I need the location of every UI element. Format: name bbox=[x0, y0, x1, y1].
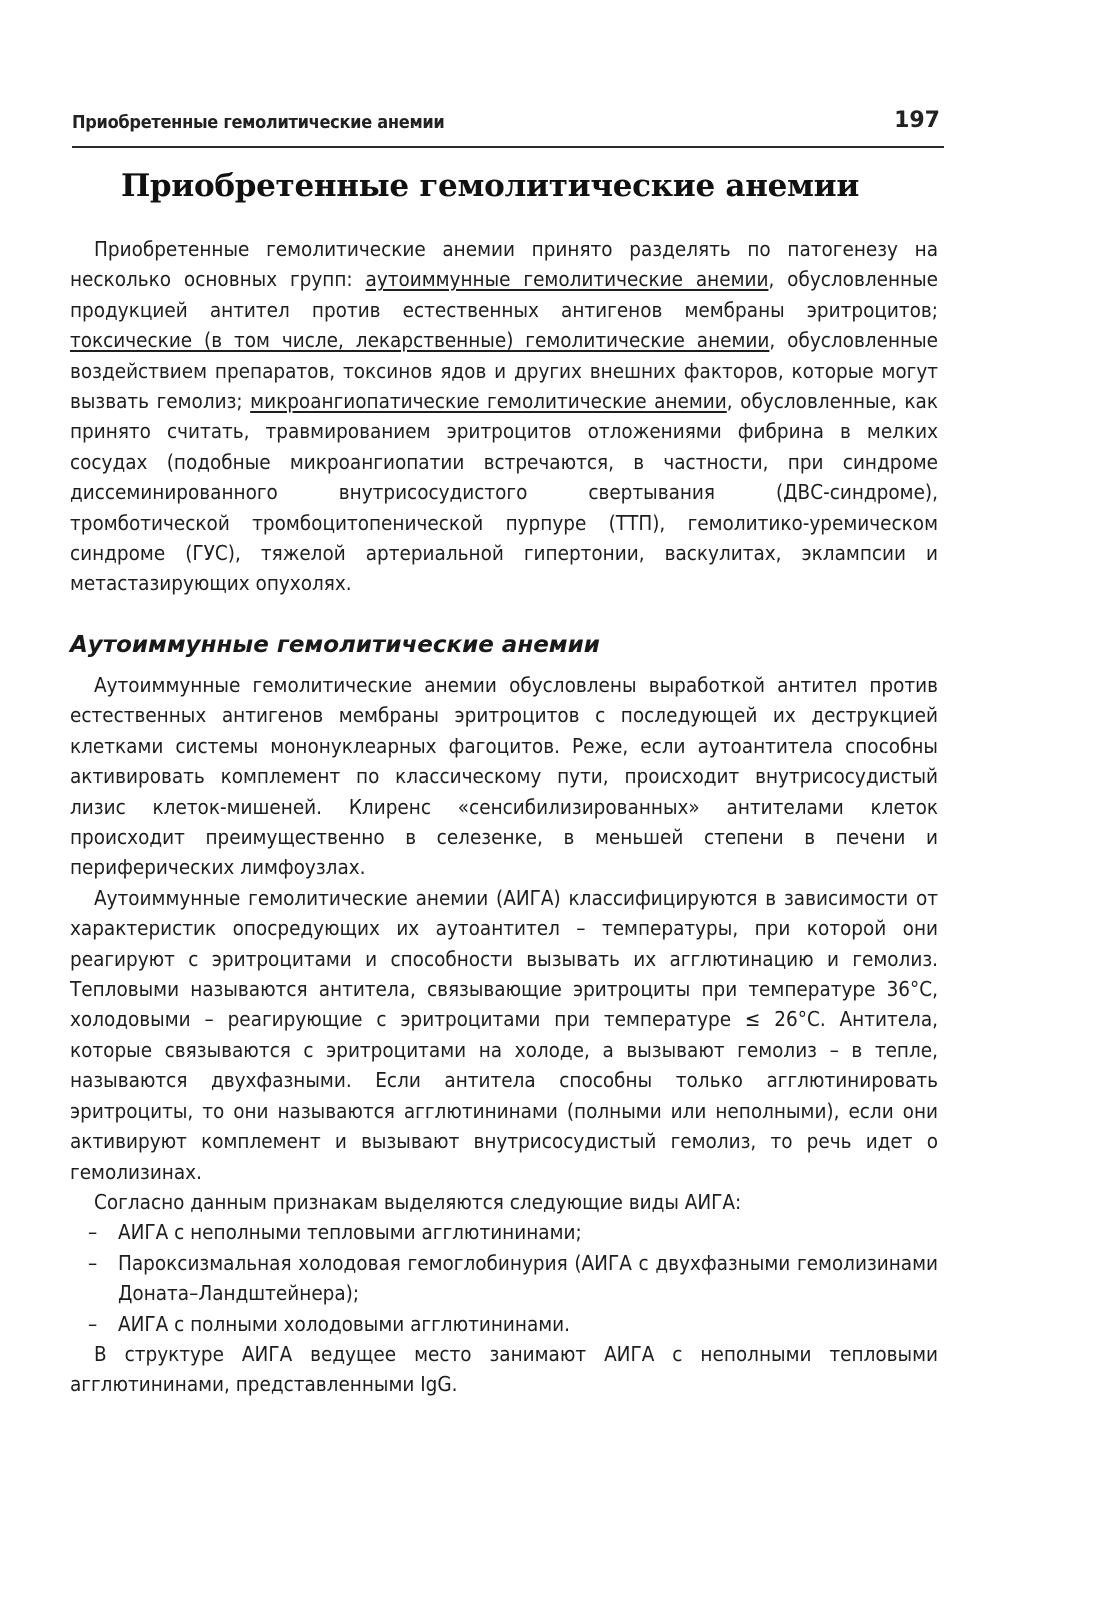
list-dash: – bbox=[88, 1250, 98, 1275]
section-heading: Аутоиммунные гемолитические анемии bbox=[70, 632, 600, 658]
intro-text-2: , обусловленные продукцией антител против естественных антигенов мембраны эритроцитов; bbox=[70, 267, 939, 322]
list-item-text: АИГА с полными холодовыми агглютининами. bbox=[118, 1311, 570, 1336]
list-item bbox=[70, 1309, 938, 1339]
intro-text-4: , обусловленные, как принято считать, травмированием эритроцитов отложениями фибрина в мелких сосудах (подобные микроангиопатии встречаются, в частности, при синдроме диссеминированного внутрисосудистого свертывания (ДВС-синдроме), тромботической тромбоцитопенической пурпуре (ТТП), гемолитико-уремическом синдроме (ГУС), тяжелой артериальной гипертонии, васкулитах, эклампсии и метастазирующих опухолях. bbox=[70, 389, 938, 596]
intro-section bbox=[70, 234, 938, 599]
chapter-title: Приобретенные гемолитические анемии bbox=[120, 168, 860, 204]
list-dash: – bbox=[88, 1220, 98, 1245]
section-paragraph-2: Аутоиммунные гемолитические анемии (АИГА) классифицируются в зависимости от характеристик опосредующих их аутоантител – температуры, при которой они реагируют с эритроцитами и способности вызывать их агглютинацию и гемолиз. Тепловыми называются антитела, связывающие эритроциты при температуре 36°С, холодовыми – реагирующие с эритроцитами при температуре ≤ 26°С. Антитела, которые связываются с эритроцитами на холоде, а вызывают гемолиз – в тепле, называются двухфазными. Если антитела способны только агглютинировать эритроциты, то они называются агглютининами (полными или неполными), если они активируют комплемент и вызывают внутрисосудистый гемолиз, то речь идет о гемолизинах. bbox=[70, 885, 938, 1184]
intro-text-1: Приобретенные гемолитические анемии принято разделять по патогенезу на несколько основных групп: bbox=[70, 237, 938, 292]
section-paragraph-1: Аутоиммунные гемолитические анемии обусловлены выработкой антител против естественных антигенов мембраны эритроцитов с последующей их деструкцией клетками системы мононуклеарных фагоцитов. Реже, если аутоантитела способны активировать комплемент по классическому пути, происходит внутрисосудистый лизис клеток-мишеней. Клиренс «сенсибилизированных» антителами клеток происходит преимущественно в селезенке, в меньшей степени в печени и периферических лимфоузлах. bbox=[70, 673, 938, 880]
list-item bbox=[70, 1217, 938, 1247]
section-paragraph-4: В структуре АИГА ведущее место занимают АИГА с неполными тепловыми агглютининами, представленными IgG. bbox=[70, 1341, 938, 1397]
section-paragraph-3: Согласно данным признакам выделяются следующие виды АИГА: bbox=[94, 1189, 742, 1214]
intro-paragraph bbox=[70, 234, 938, 599]
term-toxic: токсические (в том числе, лекарственные) гемолитические анемии bbox=[70, 328, 770, 353]
section-body bbox=[70, 670, 938, 1400]
term-microangiopathic: микроангиопатические гемолитические анемии bbox=[250, 389, 727, 414]
page-header bbox=[72, 108, 942, 142]
header-rule bbox=[72, 146, 944, 148]
term-autoimmune: аутоиммунные гемолитические анемии bbox=[365, 267, 769, 292]
running-head: Приобретенные гемолитические анемии bbox=[72, 112, 445, 133]
list-item-text: АИГА с неполными тепловыми агглютининами; bbox=[118, 1220, 582, 1245]
list-item-text: Пароксизмальная холодовая гемоглобинурия (АИГА с двухфазными гемолизинами Доната–Ландштейнера); bbox=[118, 1250, 938, 1306]
page-number: 197 bbox=[894, 108, 940, 133]
list-dash: – bbox=[88, 1311, 98, 1336]
intro-text-3: , обусловленные воздействием препаратов, токсинов ядов и других внешних факторов, которые могут вызвать гемолиз; bbox=[70, 328, 938, 414]
aiha-types-list bbox=[70, 1217, 938, 1339]
list-item bbox=[70, 1248, 938, 1309]
